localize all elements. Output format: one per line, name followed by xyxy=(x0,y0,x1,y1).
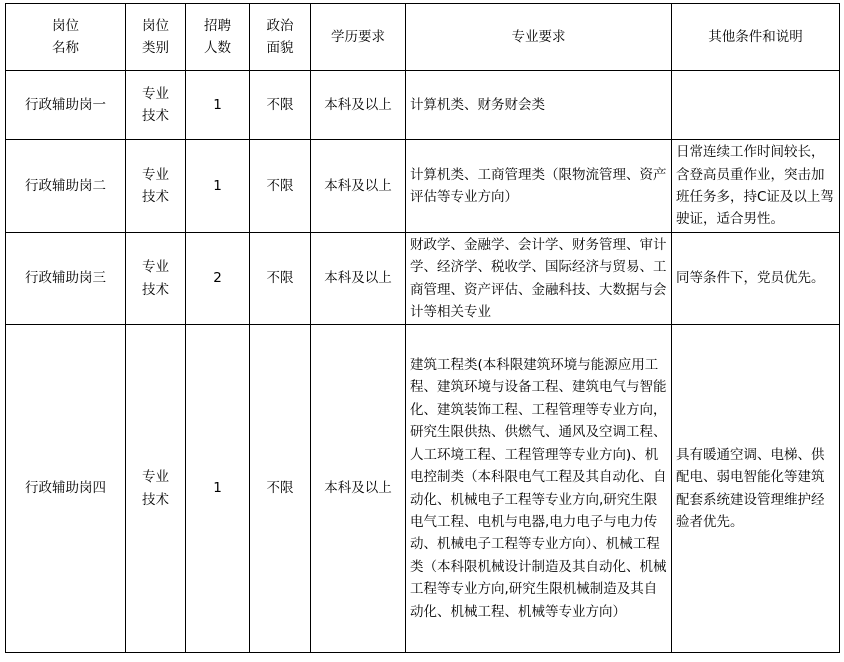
cell-political-status: 不限 xyxy=(250,140,311,233)
cell-position-type: 专业 技术 xyxy=(126,140,186,233)
cell-education: 本科及以上 xyxy=(311,325,406,653)
header-major: 专业要求 xyxy=(406,4,672,71)
header-education: 学历要求 xyxy=(311,4,406,71)
header-position-type: 岗位 类别 xyxy=(126,4,186,71)
cell-notes: 具有暖通空调、电梯、供配电、弱电智能化等建筑配套系统建设管理维护经验者优先。 xyxy=(672,325,840,653)
header-notes: 其他条件和说明 xyxy=(672,4,840,71)
cell-political-status: 不限 xyxy=(250,325,311,653)
recruitment-table xyxy=(5,3,840,653)
cell-notes: 同等条件下，党员优先。 xyxy=(672,233,840,325)
header-headcount: 招聘 人数 xyxy=(186,4,250,71)
cell-headcount: 1 xyxy=(186,140,250,233)
cell-position-type: 专业 技术 xyxy=(126,71,186,140)
header-political-status: 政治 面貌 xyxy=(250,4,311,71)
cell-position-name: 行政辅助岗一 xyxy=(6,71,126,140)
cell-position-type: 专业 技术 xyxy=(126,325,186,653)
cell-position-name: 行政辅助岗二 xyxy=(6,140,126,233)
cell-headcount: 1 xyxy=(186,325,250,653)
table-row xyxy=(6,325,840,653)
table-row xyxy=(6,140,840,233)
cell-position-name: 行政辅助岗三 xyxy=(6,233,126,325)
cell-headcount: 2 xyxy=(186,233,250,325)
cell-headcount: 1 xyxy=(186,71,250,140)
table-row xyxy=(6,233,840,325)
header-position-name: 岗位 名称 xyxy=(6,4,126,71)
cell-education: 本科及以上 xyxy=(311,140,406,233)
cell-education: 本科及以上 xyxy=(311,71,406,140)
cell-major: 财政学、金融学、会计学、财务管理、审计学、经济学、税收学、国际经济与贸易、工商管理、资产评估、金融科技、大数据与会计等相关专业 xyxy=(406,233,672,325)
cell-education: 本科及以上 xyxy=(311,233,406,325)
cell-major: 计算机类、财务财会类 xyxy=(406,71,672,140)
cell-major: 计算机类、工商管理类（限物流管理、资产评估等专业方向） xyxy=(406,140,672,233)
cell-position-type: 专业 技术 xyxy=(126,233,186,325)
table-row xyxy=(6,71,840,140)
cell-notes xyxy=(672,71,840,140)
cell-political-status: 不限 xyxy=(250,71,311,140)
cell-political-status: 不限 xyxy=(250,233,311,325)
cell-position-name: 行政辅助岗四 xyxy=(6,325,126,653)
table-header-row xyxy=(6,4,840,71)
cell-major: 建筑工程类(本科限建筑环境与能源应用工程、建筑环境与设备工程、建筑电气与智能化、建筑装饰工程、工程管理等专业方向，研究生限供热、供燃气、通风及空调工程、人工环境工程、工程管理等专业方向)、机电控制类（本科限电气工程及其自动化、自动化、机械电子工程等专业方向,研究生限电气工程、电机与电器,电力电子与电力传动、机械电子工程等专业方向）、机械工程类（本科限机械设计制造及其自动化、机械工程等专业方向,研究生限机械制造及其自动化、机械工程、机械等专业方向） xyxy=(406,325,672,653)
cell-notes: 日常连续工作时间较长，含登高员重作业，突击加班任务多，持C证及以上驾驶证，适合男性。 xyxy=(672,140,840,233)
